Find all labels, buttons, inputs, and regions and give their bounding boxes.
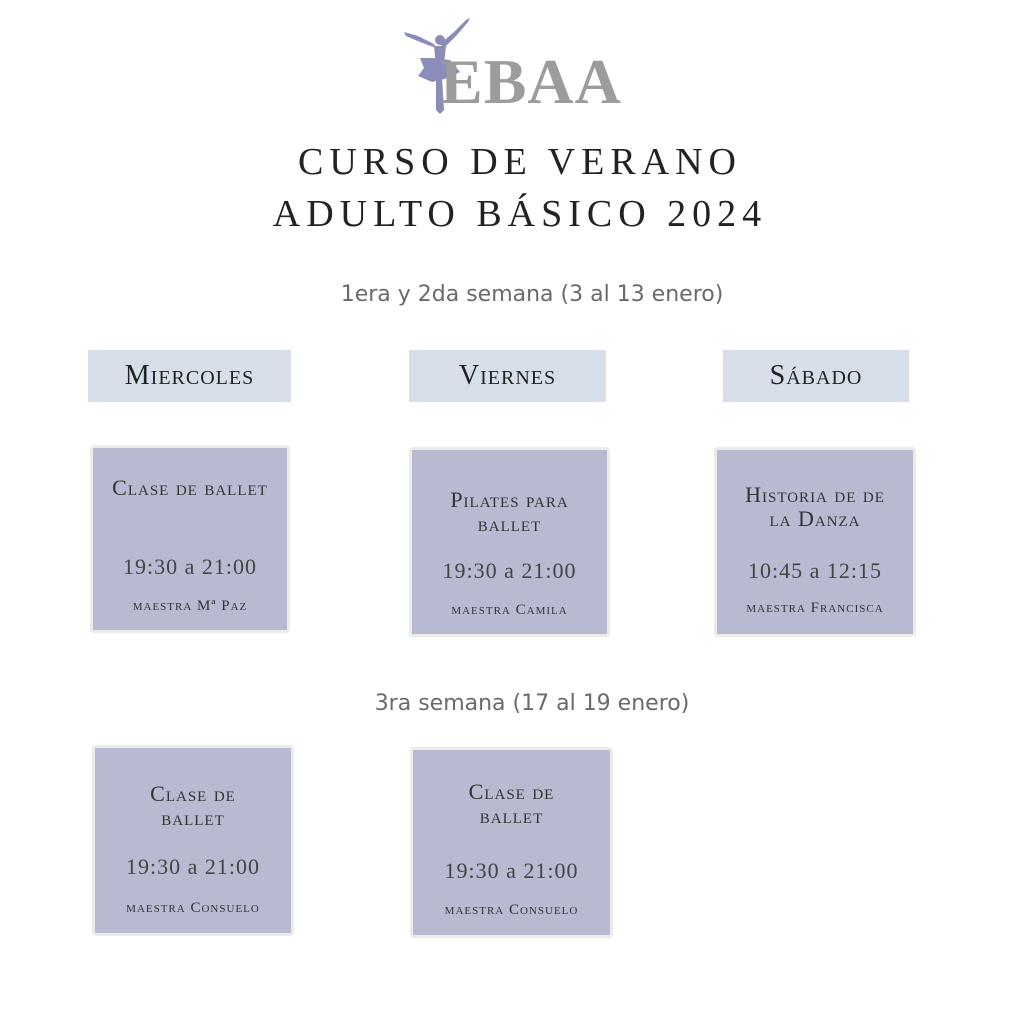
week-heading-1: 1era y 2da semana (3 al 13 enero) bbox=[340, 282, 724, 307]
class-card bbox=[92, 745, 294, 936]
class-teacher: maestra Francisca bbox=[746, 600, 884, 616]
class-time: 10:45 a 12:15 bbox=[748, 558, 882, 583]
day-header-miercoles: Miercoles bbox=[88, 350, 291, 402]
class-teacher: maestra Consuelo bbox=[126, 900, 260, 916]
class-card bbox=[714, 447, 916, 637]
class-time: 19:30 a 21:00 bbox=[126, 854, 260, 879]
class-time: 19:30 a 21:00 bbox=[442, 558, 577, 583]
page-title-line1: CURSO DE VERANO bbox=[297, 141, 742, 183]
class-time: 19:30 a 21:00 bbox=[123, 554, 257, 579]
logo-text: EBAA bbox=[440, 46, 622, 117]
day-header-sabado: Sábado bbox=[723, 350, 909, 402]
page-title-line2: ADULTO BÁSICO 2024 bbox=[272, 193, 768, 235]
class-name: Clase de ballet bbox=[468, 779, 555, 828]
class-name: Clase de ballet bbox=[150, 781, 236, 830]
class-name: Historia de de la Danza bbox=[745, 482, 885, 531]
class-teacher: maestra Camila bbox=[451, 602, 568, 618]
class-name: Clase de ballet bbox=[112, 475, 268, 500]
class-teacher: maestra Consuelo bbox=[444, 902, 579, 918]
class-name: Pilates para ballet bbox=[450, 487, 569, 536]
day-header-viernes: Viernes bbox=[409, 350, 606, 402]
class-card bbox=[410, 747, 613, 938]
class-time: 19:30 a 21:00 bbox=[444, 858, 579, 883]
class-card bbox=[409, 447, 610, 637]
class-card bbox=[90, 445, 290, 633]
week-heading-2: 3ra semana (17 al 19 enero) bbox=[374, 691, 690, 716]
class-teacher: maestra Mª Paz bbox=[132, 598, 248, 614]
